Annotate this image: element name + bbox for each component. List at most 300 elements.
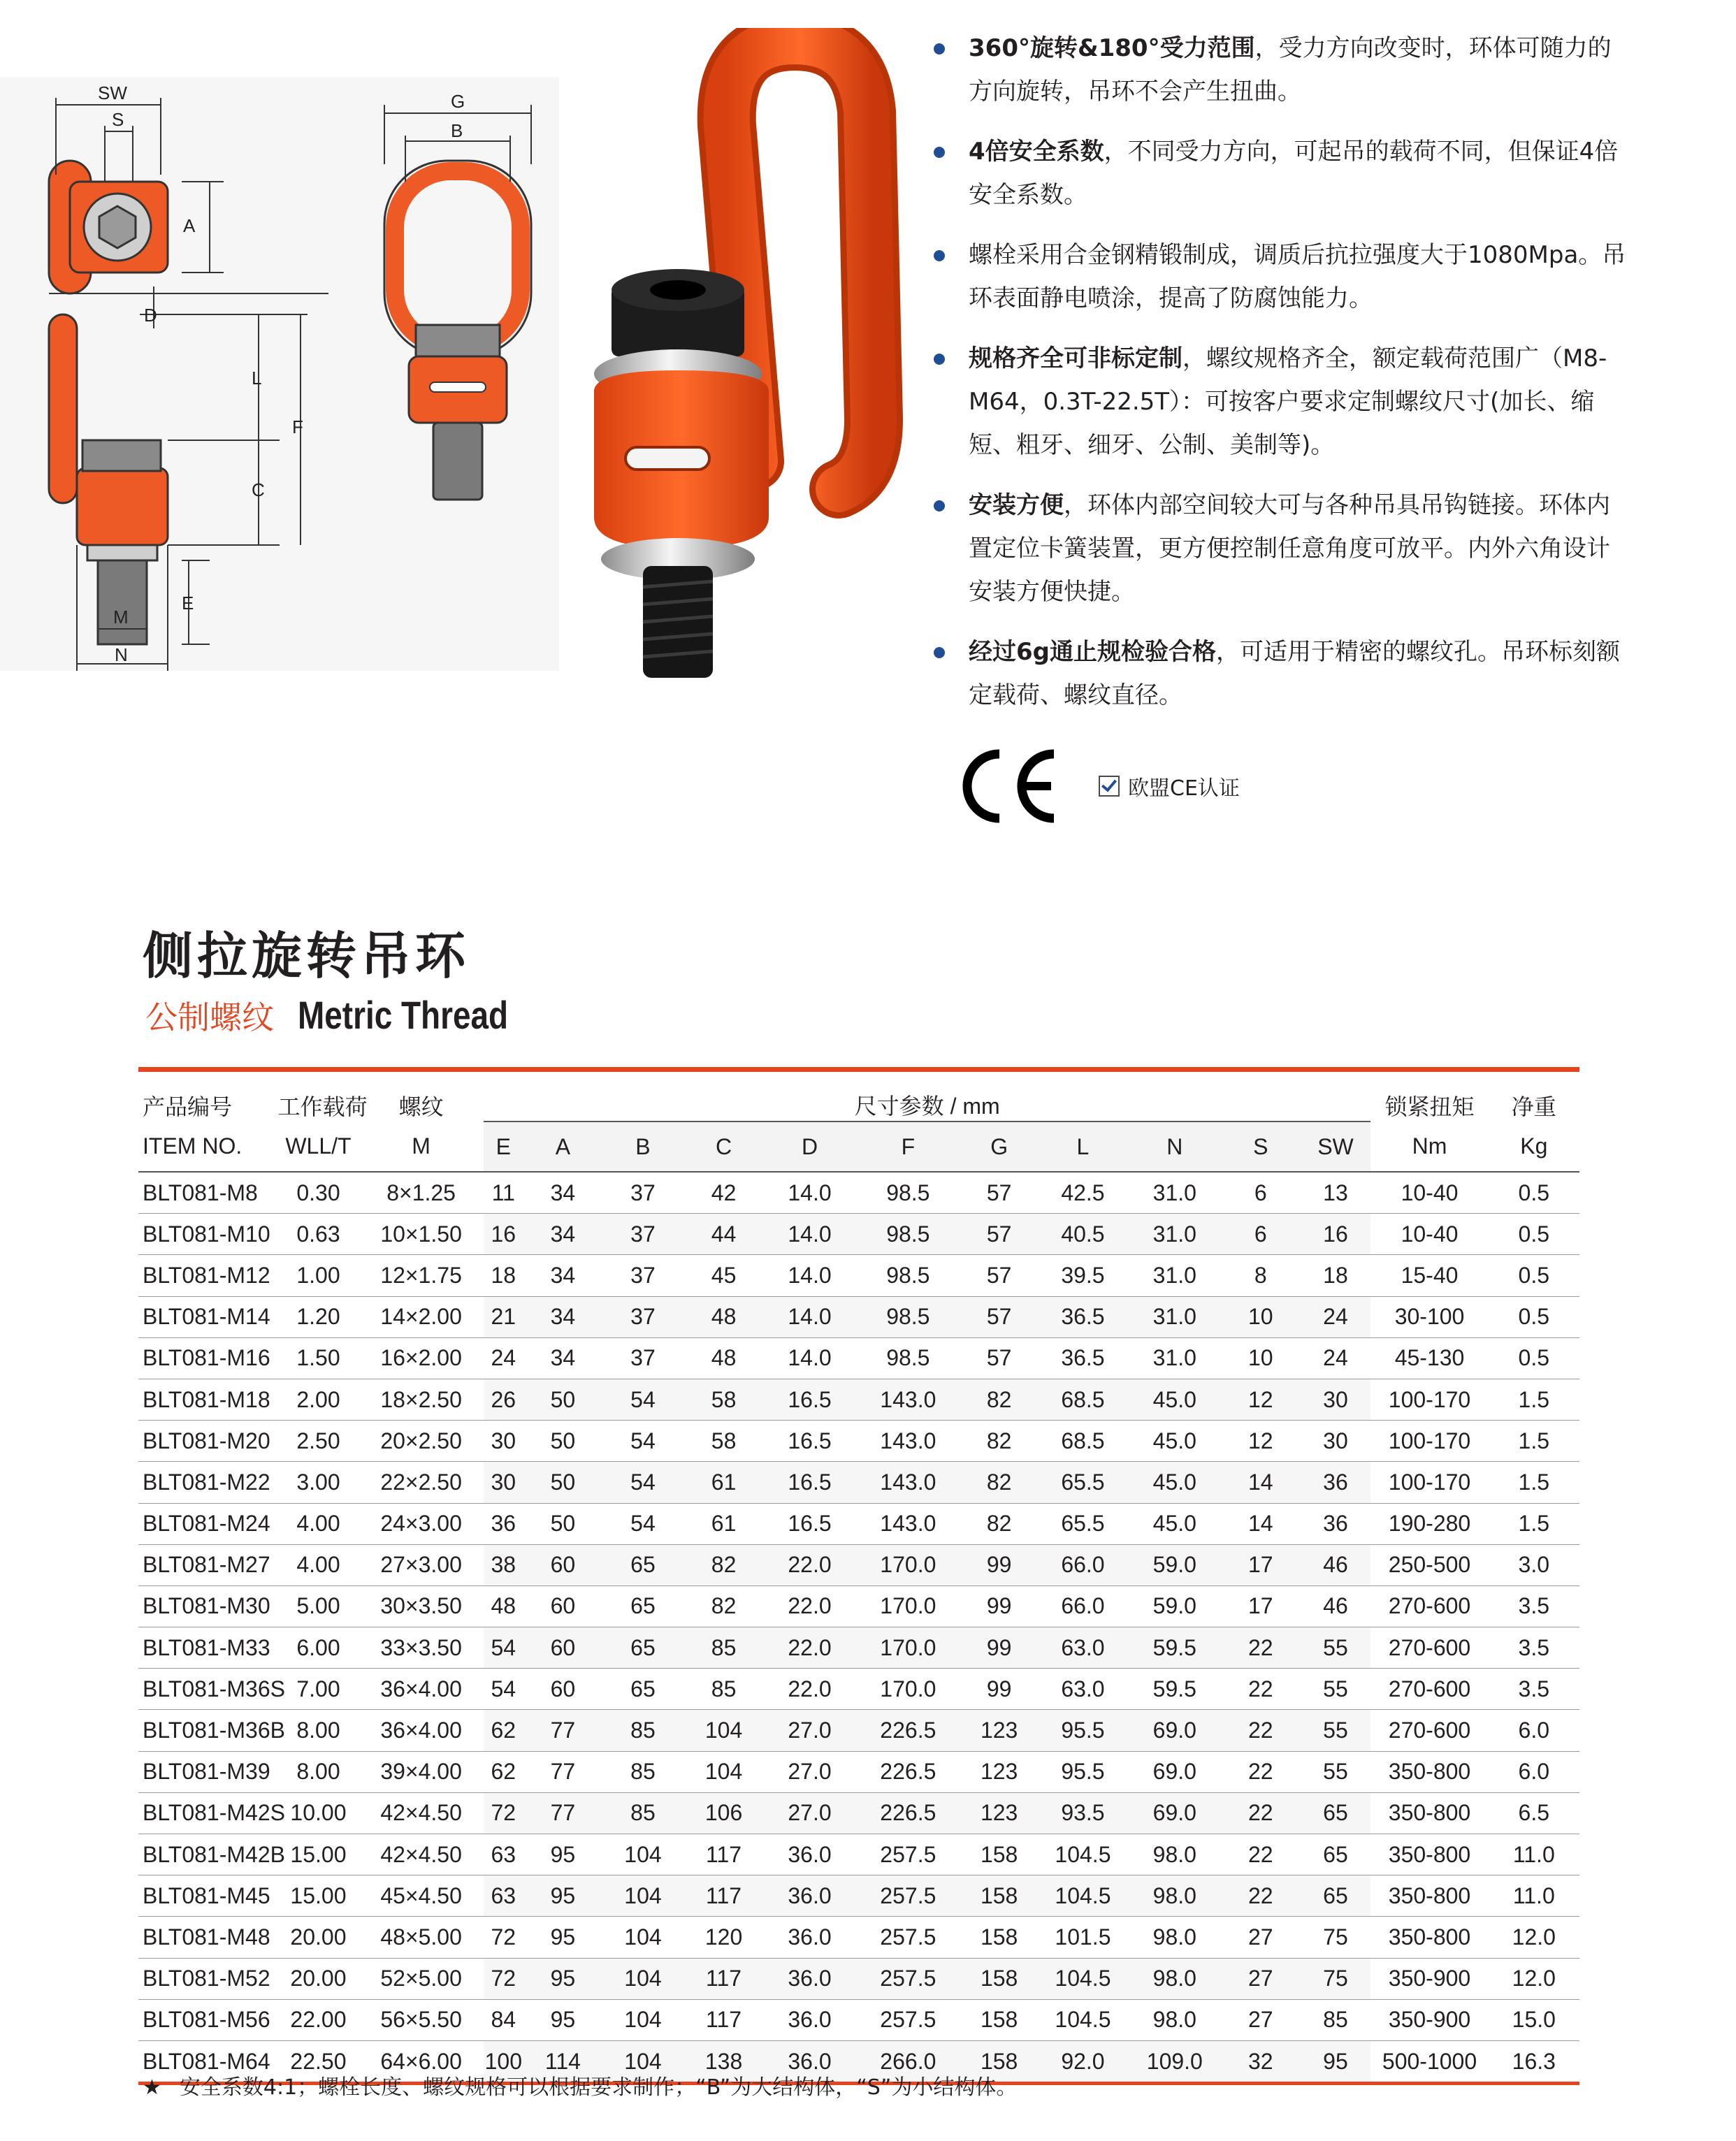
cell-wll: 1.00	[278, 1255, 359, 1296]
cell-f: 98.5	[855, 1296, 961, 1337]
cell-c: 61	[683, 1503, 765, 1544]
cell-e: 48	[484, 1585, 523, 1627]
feature-item	[930, 484, 1628, 614]
cell-s: 22	[1221, 1792, 1301, 1834]
cell-item: BLT081-M24	[138, 1503, 278, 1544]
dim-label-d: D	[144, 305, 157, 326]
dim-label-e: E	[182, 593, 194, 614]
cell-s: 27	[1221, 1999, 1301, 2040]
dim-label-c: C	[252, 479, 265, 500]
cell-b: 54	[602, 1379, 683, 1420]
cell-l: 104.5	[1037, 1834, 1128, 1875]
cell-sw: 55	[1301, 1751, 1371, 1792]
cell-f: 143.0	[855, 1379, 961, 1420]
cell-item: BLT081-M56	[138, 1999, 278, 2040]
feature-highlight: 安装方便	[969, 491, 1064, 519]
cell-e: 54	[484, 1627, 523, 1669]
cell-sw: 46	[1301, 1544, 1371, 1585]
star-icon: ★	[143, 2075, 161, 2100]
spec-table	[138, 1067, 1579, 2085]
dim-label-n: N	[115, 644, 128, 665]
cell-wll: 5.00	[278, 1585, 359, 1627]
dim-label-b: B	[451, 120, 463, 141]
cell-item: BLT081-M27	[138, 1544, 278, 1585]
cell-wll: 7.00	[278, 1669, 359, 1710]
cell-f: 257.5	[855, 1917, 961, 1958]
dim-label-s: S	[112, 109, 124, 130]
cell-e: 84	[484, 1999, 523, 2040]
cell-torque: 350-800	[1370, 1751, 1488, 1792]
cell-b: 54	[602, 1421, 683, 1462]
cell-n: 31.0	[1129, 1172, 1221, 1214]
cell-f: 257.5	[855, 1999, 961, 2040]
cell-wll: 10.00	[278, 1792, 359, 1834]
spec-table-body	[138, 1172, 1579, 2084]
table-row	[138, 1214, 1579, 1255]
cell-s: 17	[1221, 1544, 1301, 1585]
header-dim-l: L	[1037, 1122, 1128, 1172]
cell-l: 65.5	[1037, 1462, 1128, 1503]
cell-s: 22	[1221, 1627, 1301, 1669]
cell-e: 63	[484, 1834, 523, 1875]
cell-torque: 10-40	[1370, 1214, 1488, 1255]
cell-torque: 270-600	[1370, 1627, 1488, 1669]
cell-f: 257.5	[855, 1834, 961, 1875]
cell-torque: 190-280	[1370, 1503, 1488, 1544]
cell-f: 226.5	[855, 1751, 961, 1792]
cell-l: 93.5	[1037, 1792, 1128, 1834]
cell-c: 42	[683, 1172, 765, 1214]
cell-a: 60	[523, 1544, 603, 1585]
table-row	[138, 1462, 1579, 1503]
cell-a: 34	[523, 1214, 603, 1255]
cell-sw: 46	[1301, 1585, 1371, 1627]
front-view-thread	[433, 423, 482, 500]
cell-c: 44	[683, 1214, 765, 1255]
cell-e: 26	[484, 1379, 523, 1420]
cell-s: 12	[1221, 1379, 1301, 1420]
cell-weight: 6.0	[1489, 1751, 1579, 1792]
side-view-thread	[98, 560, 147, 644]
cell-weight: 3.5	[1489, 1585, 1579, 1627]
cell-n: 69.0	[1129, 1792, 1221, 1834]
cell-wll: 22.00	[278, 1999, 359, 2040]
header-torque-cn: 锁紧扭矩	[1384, 1094, 1475, 1119]
cell-c: 85	[683, 1669, 765, 1710]
feature-highlight: 规格齐全可非标定制	[969, 344, 1182, 372]
cell-weight: 11.0	[1489, 1875, 1579, 1917]
dim-label-a: A	[183, 215, 196, 236]
cell-g: 123	[961, 1710, 1037, 1751]
cell-a: 60	[523, 1669, 603, 1710]
cell-g: 57	[961, 1255, 1037, 1296]
cell-s: 22	[1221, 1834, 1301, 1875]
cell-b: 104	[602, 1917, 683, 1958]
cell-sw: 36	[1301, 1503, 1371, 1544]
header-dim-b: B	[602, 1122, 683, 1172]
header-dim-e: E	[484, 1122, 523, 1172]
cell-weight: 11.0	[1489, 1834, 1579, 1875]
cell-weight: 12.0	[1489, 1958, 1579, 1999]
cell-a: 114	[523, 2040, 603, 2083]
cell-n: 69.0	[1129, 1710, 1221, 1751]
cell-weight: 0.5	[1489, 1172, 1579, 1214]
cell-f: 226.5	[855, 1710, 961, 1751]
cell-weight: 6.5	[1489, 1792, 1579, 1834]
cell-n: 45.0	[1129, 1462, 1221, 1503]
cell-e: 72	[484, 1792, 523, 1834]
header-dim-sw: SW	[1301, 1122, 1371, 1172]
cell-l: 104.5	[1037, 1958, 1128, 1999]
cell-c: 117	[683, 1958, 765, 1999]
cell-n: 45.0	[1129, 1421, 1221, 1462]
cell-b: 104	[602, 1958, 683, 1999]
cell-item: BLT081-M52	[138, 1958, 278, 1999]
cell-sw: 24	[1301, 1337, 1371, 1379]
cell-s: 27	[1221, 1917, 1301, 1958]
feature-item	[930, 130, 1628, 217]
cell-n: 31.0	[1129, 1296, 1221, 1337]
cell-g: 123	[961, 1751, 1037, 1792]
cell-wll: 1.20	[278, 1296, 359, 1337]
cell-item: BLT081-M36S	[138, 1669, 278, 1710]
cell-sw: 65	[1301, 1792, 1371, 1834]
cell-g: 57	[961, 1172, 1037, 1214]
cell-torque: 350-800	[1370, 1917, 1488, 1958]
cell-sw: 95	[1301, 2040, 1371, 2083]
cell-torque: 15-40	[1370, 1255, 1488, 1296]
cell-s: 14	[1221, 1462, 1301, 1503]
cell-c: 61	[683, 1462, 765, 1503]
cell-l: 95.5	[1037, 1751, 1128, 1792]
cell-c: 82	[683, 1585, 765, 1627]
cell-g: 123	[961, 1792, 1037, 1834]
cell-l: 63.0	[1037, 1669, 1128, 1710]
cell-a: 34	[523, 1172, 603, 1214]
cell-e: 63	[484, 1875, 523, 1917]
cell-weight: 0.5	[1489, 1337, 1579, 1379]
cell-s: 17	[1221, 1585, 1301, 1627]
cell-b: 37	[602, 1337, 683, 1379]
cell-g: 82	[961, 1462, 1037, 1503]
cell-weight: 3.5	[1489, 1627, 1579, 1669]
cell-thread: 18×2.50	[359, 1379, 484, 1420]
cell-a: 77	[523, 1751, 603, 1792]
cell-g: 99	[961, 1669, 1037, 1710]
cell-wll: 15.00	[278, 1875, 359, 1917]
cell-c: 45	[683, 1255, 765, 1296]
cell-c: 48	[683, 1296, 765, 1337]
cell-g: 99	[961, 1627, 1037, 1669]
table-row	[138, 1337, 1579, 1379]
cell-item: BLT081-M16	[138, 1337, 278, 1379]
feature-highlight: 360°旋转&180°受力范围	[969, 34, 1255, 62]
cell-a: 95	[523, 1958, 603, 1999]
cell-a: 50	[523, 1379, 603, 1420]
feature-item	[930, 233, 1628, 320]
cell-s: 10	[1221, 1337, 1301, 1379]
cell-wll: 4.00	[278, 1503, 359, 1544]
cell-sw: 55	[1301, 1710, 1371, 1751]
bullet-dot	[934, 43, 945, 55]
dimension-diagram-svg	[0, 77, 559, 671]
cell-weight: 1.5	[1489, 1503, 1579, 1544]
feature-item	[930, 27, 1628, 113]
cell-g: 158	[961, 1999, 1037, 2040]
cell-sw: 24	[1301, 1296, 1371, 1337]
footnote-text: 安全系数4:1；螺栓长度、螺纹规格可以根据要求制作；“B”为大结构体，“S”为小结构体。	[179, 2075, 1018, 2100]
table-row	[138, 1875, 1579, 1917]
cell-d: 27.0	[764, 1792, 855, 1834]
header-dim-f: F	[855, 1122, 961, 1172]
header-item-cn: 产品编号	[143, 1094, 233, 1119]
cell-n: 31.0	[1129, 1214, 1221, 1255]
cell-g: 82	[961, 1503, 1037, 1544]
cell-wll: 2.00	[278, 1379, 359, 1420]
cell-d: 14.0	[764, 1337, 855, 1379]
cell-f: 98.5	[855, 1172, 961, 1214]
cell-l: 68.5	[1037, 1379, 1128, 1420]
cell-c: 104	[683, 1751, 765, 1792]
cell-sw: 65	[1301, 1875, 1371, 1917]
cell-thread: 22×2.50	[359, 1462, 484, 1503]
table-row	[138, 1255, 1579, 1296]
cell-sw: 18	[1301, 1255, 1371, 1296]
cell-f: 98.5	[855, 1337, 961, 1379]
cell-d: 14.0	[764, 1296, 855, 1337]
header-dim-c: C	[683, 1122, 765, 1172]
cell-sw: 75	[1301, 1958, 1371, 1999]
cell-f: 257.5	[855, 1875, 961, 1917]
cell-s: 8	[1221, 1255, 1301, 1296]
dim-label-l: L	[252, 368, 262, 389]
page-title: 侧拉旋转吊环	[143, 927, 470, 985]
cell-wll: 20.00	[278, 1917, 359, 1958]
cell-c: 82	[683, 1544, 765, 1585]
cell-n: 59.0	[1129, 1585, 1221, 1627]
feature-text: ，螺纹规格齐全，额定载荷范围广（M8-M64，0.3T-22.5T）：可按客户要求定制螺纹尺寸(加长、缩短、粗牙、细牙、公制、美制等)。	[969, 344, 1607, 459]
checkbox-icon	[1099, 776, 1120, 797]
dim-label-g: G	[451, 91, 465, 112]
cell-a: 60	[523, 1585, 603, 1627]
cell-thread: 45×4.50	[359, 1875, 484, 1917]
cell-n: 31.0	[1129, 1337, 1221, 1379]
cell-torque: 270-600	[1370, 1710, 1488, 1751]
cell-l: 66.0	[1037, 1585, 1128, 1627]
feature-text: ，受力方向改变时，环体可随力的方向旋转，吊环不会产生扭曲。	[969, 34, 1612, 106]
cell-torque: 350-900	[1370, 1958, 1488, 1999]
header-thread-en: M	[359, 1122, 484, 1172]
cell-wll: 2.50	[278, 1421, 359, 1462]
cell-wll: 22.50	[290, 2048, 347, 2074]
cell-s: 32	[1221, 2040, 1301, 2083]
cell-thread: 36×4.00	[359, 1669, 484, 1710]
cell-g: 82	[961, 1379, 1037, 1420]
cell-f: 226.5	[855, 1792, 961, 1834]
cell-b: 85	[602, 1751, 683, 1792]
cell-b: 37	[602, 1296, 683, 1337]
table-row	[138, 1751, 1579, 1792]
cell-g: 158	[961, 2040, 1037, 2083]
cell-s: 12	[1221, 1421, 1301, 1462]
table-row	[138, 1999, 1579, 2040]
cell-f: 98.5	[855, 1255, 961, 1296]
table-row	[138, 1585, 1579, 1627]
cell-s: 22	[1221, 1710, 1301, 1751]
cell-b: 85	[602, 1792, 683, 1834]
ce-certification	[1099, 771, 1240, 801]
subtitle-cn: 公制螺纹	[145, 999, 274, 1036]
cell-l: 68.5	[1037, 1421, 1128, 1462]
cell-n: 59.5	[1129, 1669, 1221, 1710]
cell-n: 69.0	[1129, 1751, 1221, 1792]
cell-d: 14.0	[764, 1172, 855, 1214]
cell-f: 143.0	[855, 1462, 961, 1503]
cell-a: 77	[523, 1710, 603, 1751]
feature-item	[930, 337, 1628, 467]
cell-f: 170.0	[855, 1585, 961, 1627]
cell-g: 158	[961, 1917, 1037, 1958]
cell-item: BLT081-M20	[138, 1421, 278, 1462]
cell-thread: 30×3.50	[359, 1585, 484, 1627]
cell-a: 50	[523, 1462, 603, 1503]
cell-e: 18	[484, 1255, 523, 1296]
cell-f: 98.5	[855, 1214, 961, 1255]
cell-b: 104	[602, 1999, 683, 2040]
header-weight-cn: 净重	[1511, 1094, 1556, 1119]
cell-f: 266.0	[855, 2040, 961, 2083]
cell-thread: 8×1.25	[359, 1172, 484, 1214]
cell-e: 38	[484, 1544, 523, 1585]
table-row	[138, 1421, 1579, 1462]
cell-item: BLT081-M22	[138, 1462, 278, 1503]
cell-torque: 250-500	[1370, 1544, 1488, 1585]
header-dim-a: A	[523, 1122, 603, 1172]
cell-c: 138	[683, 2040, 765, 2083]
cell-e: 21	[484, 1296, 523, 1337]
cell-n: 45.0	[1129, 1379, 1221, 1420]
table-row	[138, 1544, 1579, 1585]
ce-label: 欧盟CE认证	[1128, 776, 1240, 801]
cell-c: 58	[683, 1379, 765, 1420]
cell-d: 14.0	[764, 1255, 855, 1296]
table-row	[138, 1710, 1579, 1751]
cell-d: 36.0	[764, 2040, 855, 2083]
cell-a: 60	[523, 1627, 603, 1669]
cell-torque: 100-170	[1370, 1379, 1488, 1420]
table-row	[138, 1792, 1579, 1834]
cell-c: 106	[683, 1792, 765, 1834]
front-view-ring	[395, 171, 521, 346]
bullet-dot	[934, 354, 945, 365]
cell-sw: 13	[1301, 1172, 1371, 1214]
cell-d: 16.5	[764, 1503, 855, 1544]
cell-l: 66.0	[1037, 1544, 1128, 1585]
cell-b: 65	[602, 1585, 683, 1627]
header-dim-g: G	[961, 1122, 1037, 1172]
cell-wll: 6.00	[278, 1627, 359, 1669]
cell-thread: 27×3.00	[359, 1544, 484, 1585]
cell-torque: 350-800	[1370, 1792, 1488, 1834]
cell-s: 6	[1221, 1172, 1301, 1214]
cell-d: 16.5	[764, 1421, 855, 1462]
cell-l: 39.5	[1037, 1255, 1128, 1296]
cell-item: BLT081-M30	[138, 1585, 278, 1627]
cell-f: 257.5	[855, 1958, 961, 1999]
cell-sw: 55	[1301, 1627, 1371, 1669]
cell-a: 34	[523, 1296, 603, 1337]
cell-item: BLT081-M45	[138, 1875, 278, 1917]
cell-c: 85	[683, 1627, 765, 1669]
table-row	[138, 1379, 1579, 1420]
cell-e: 72	[484, 1917, 523, 1958]
header-dim-n: N	[1129, 1122, 1221, 1172]
cell-wll: 0.30	[278, 1172, 359, 1214]
cell-f: 170.0	[855, 1544, 961, 1585]
cell-wll: 1.50	[278, 1337, 359, 1379]
cell-item: BLT081-M42S	[138, 1792, 278, 1834]
cell-torque: 270-600	[1370, 1585, 1488, 1627]
cell-d: 16.5	[764, 1379, 855, 1420]
cell-l: 101.5	[1037, 1917, 1128, 1958]
bullet-dot	[934, 500, 945, 511]
cell-weight: 1.5	[1489, 1421, 1579, 1462]
subtitle	[145, 992, 554, 1038]
cell-n: 98.0	[1129, 1958, 1221, 1999]
cell-n: 98.0	[1129, 1917, 1221, 1958]
cell-f: 143.0	[855, 1503, 961, 1544]
cell-g: 158	[961, 1958, 1037, 1999]
cell-e: 24	[484, 1337, 523, 1379]
cell-n: 98.0	[1129, 1834, 1221, 1875]
table-row	[138, 1834, 1579, 1875]
cell-s: 14	[1221, 1503, 1301, 1544]
header-torque-en: Nm	[1370, 1122, 1488, 1172]
cell-d: 36.0	[764, 1999, 855, 2040]
cell-torque: 500-1000	[1382, 2048, 1477, 2074]
cell-a: 95	[523, 1875, 603, 1917]
cell-thread: 48×5.00	[359, 1917, 484, 1958]
dim-label-f: F	[292, 416, 303, 437]
cell-a: 95	[523, 1917, 603, 1958]
table-row	[138, 1627, 1579, 1669]
cell-s: 22	[1221, 1751, 1301, 1792]
cell-sw: 30	[1301, 1421, 1371, 1462]
cell-item: BLT081-M42B	[138, 1834, 278, 1875]
cell-torque: 270-600	[1370, 1669, 1488, 1710]
cell-item: BLT081-M10	[138, 1214, 278, 1255]
cell-item: BLT081-M39	[138, 1751, 278, 1792]
cell-e: 30	[484, 1421, 523, 1462]
cell-g: 57	[961, 1337, 1037, 1379]
table-row	[138, 1958, 1579, 1999]
cell-item: BLT081-M8	[138, 1172, 278, 1214]
cell-sw: 75	[1301, 1917, 1371, 1958]
cell-d: 16.5	[764, 1462, 855, 1503]
cell-a: 95	[523, 1999, 603, 2040]
cell-thread: 42×4.50	[359, 1792, 484, 1834]
cell-g: 57	[961, 1214, 1037, 1255]
cell-wll: 4.00	[278, 1544, 359, 1585]
cell-thread: 33×3.50	[359, 1627, 484, 1669]
cell-c: 117	[683, 1999, 765, 2040]
ce-logo	[956, 744, 1061, 828]
cell-weight: 12.0	[1489, 1917, 1579, 1958]
cell-c: 117	[683, 1834, 765, 1875]
cell-b: 65	[602, 1627, 683, 1669]
cell-torque: 350-900	[1370, 1999, 1488, 2040]
cell-wll: 8.00	[278, 1751, 359, 1792]
